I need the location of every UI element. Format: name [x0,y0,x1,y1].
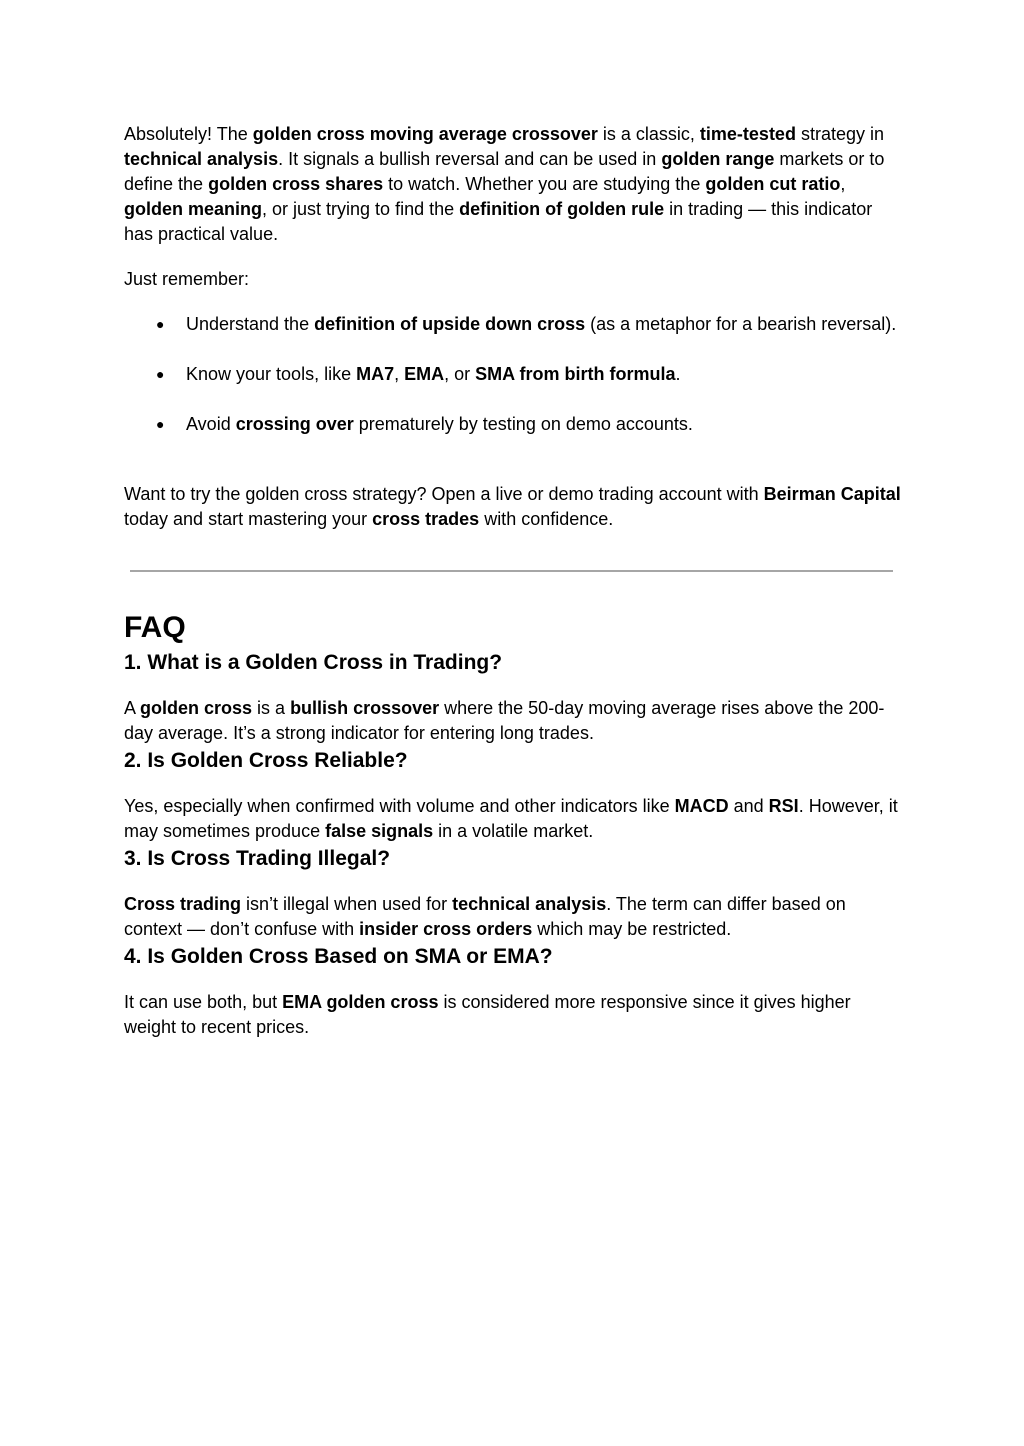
answer-text: Yes, especially when confirmed with volume and other indicators like [124,796,675,816]
intro-bold-golden-cut-ratio: golden cut ratio [705,174,841,194]
intro-bold-golden-range: golden range [661,149,775,169]
intro-text-6: to watch. Whether you are studying the [383,174,706,194]
intro-text-9: in trading — this indicator has practical value. [124,199,873,244]
faq-question-1: 1. What is a Golden Cross in Trading? [124,651,503,674]
intro-bold-definition-golden-rule: definition of golden rule [459,199,665,219]
intro-bold-technical-analysis: technical analysis [124,149,279,169]
answer-text: . However, it may sometimes produce [124,796,898,841]
cta-paragraph [124,482,904,532]
answer-text: and [728,796,769,816]
intro-bold-golden-cross-shares: golden cross shares [208,174,384,194]
list-item [156,312,904,337]
list-item-bold: MA7 [356,364,395,384]
intro-text-8: , or just trying to find the [262,199,460,219]
intro-text-7: , [840,174,846,194]
intro-bold-golden-cross-crossover: golden cross moving average crossover [252,124,598,144]
answer-bold: bullish crossover [290,698,440,718]
document-page [124,122,904,1040]
faq-question-4: 4. Is Golden Cross Based on SMA or EMA? [124,945,553,968]
answer-text: . The term can differ based on context — don’t confuse with [124,894,846,939]
cta-bold-brand: Beirman Capital [763,484,901,504]
list-item-text: (as a metaphor for a bearish reversal). [585,314,897,334]
intro-bold-golden-meaning: golden meaning [124,199,263,219]
intro-paragraph [124,122,904,247]
cta-bold-cross-trades: cross trades [372,509,480,529]
answer-bold: Cross trading [124,894,242,914]
section-divider [130,570,893,572]
list-item-bold: definition of upside down cross [314,314,586,334]
faq-question-3: 3. Is Cross Trading Illegal? [124,847,391,870]
intro-text-1: Absolutely! The [124,124,253,144]
answer-bold: EMA golden cross [282,992,439,1012]
tips-list [124,312,904,437]
list-item-bold: SMA from birth formula [475,364,676,384]
list-item-text: Understand the [186,314,315,334]
answer-bold: golden cross [140,698,253,718]
remember-paragraph: Just remember: [124,269,250,289]
faq-answer-2 [124,794,904,844]
answer-text: isn’t illegal when used for [241,894,453,914]
answer-bold: insider cross orders [359,919,533,939]
answer-bold: MACD [674,796,729,816]
intro-text-4: . It signals a bullish reversal and can be used in [278,149,662,169]
answer-text: which may be restricted. [532,919,732,939]
bullet-icon: ● [156,416,165,432]
intro-text-3: strategy in [795,124,884,144]
answer-bold: false signals [325,821,434,841]
list-item-bold: crossing over [235,414,354,434]
list-item-text: Know your tools, like [186,364,357,384]
list-item-bold: EMA [404,364,445,384]
list-item [156,362,904,387]
answer-text: where the 50-day moving average rises above the 200-day average. It’s a strong indicator for entering long trades. [124,698,885,743]
faq-answer-4 [124,990,904,1040]
intro-text-2: is a classic, [597,124,700,144]
list-item-text: prematurely by testing on demo accounts. [353,414,693,434]
intro-text-5: markets or to define the [124,149,885,194]
list-item-text: , [394,364,405,384]
answer-text: in a volatile market. [433,821,594,841]
list-item-text: Avoid [186,414,236,434]
answer-text: is a [252,698,291,718]
cta-text: with confidence. [479,509,614,529]
bullet-icon: ● [156,366,165,382]
list-item [156,412,904,437]
list-item-text: . [675,364,681,384]
bullet-icon: ● [156,316,165,332]
answer-text: is considered more responsive since it gives higher weight to recent prices. [124,992,851,1037]
faq-question-2: 2. Is Golden Cross Reliable? [124,749,408,772]
intro-bold-time-tested: time-tested [699,124,796,144]
faq-answer-3 [124,892,904,942]
faq-heading: FAQ [124,611,186,644]
list-item-text: , or [444,364,476,384]
answer-text: A [124,698,141,718]
answer-bold: RSI [768,796,799,816]
answer-bold: technical analysis [452,894,607,914]
cta-text: Want to try the golden cross strategy? Open a live or demo trading account with [124,484,764,504]
faq-answer-1 [124,696,904,746]
answer-text: It can use both, but [124,992,283,1012]
cta-text: today and start mastering your [124,509,373,529]
